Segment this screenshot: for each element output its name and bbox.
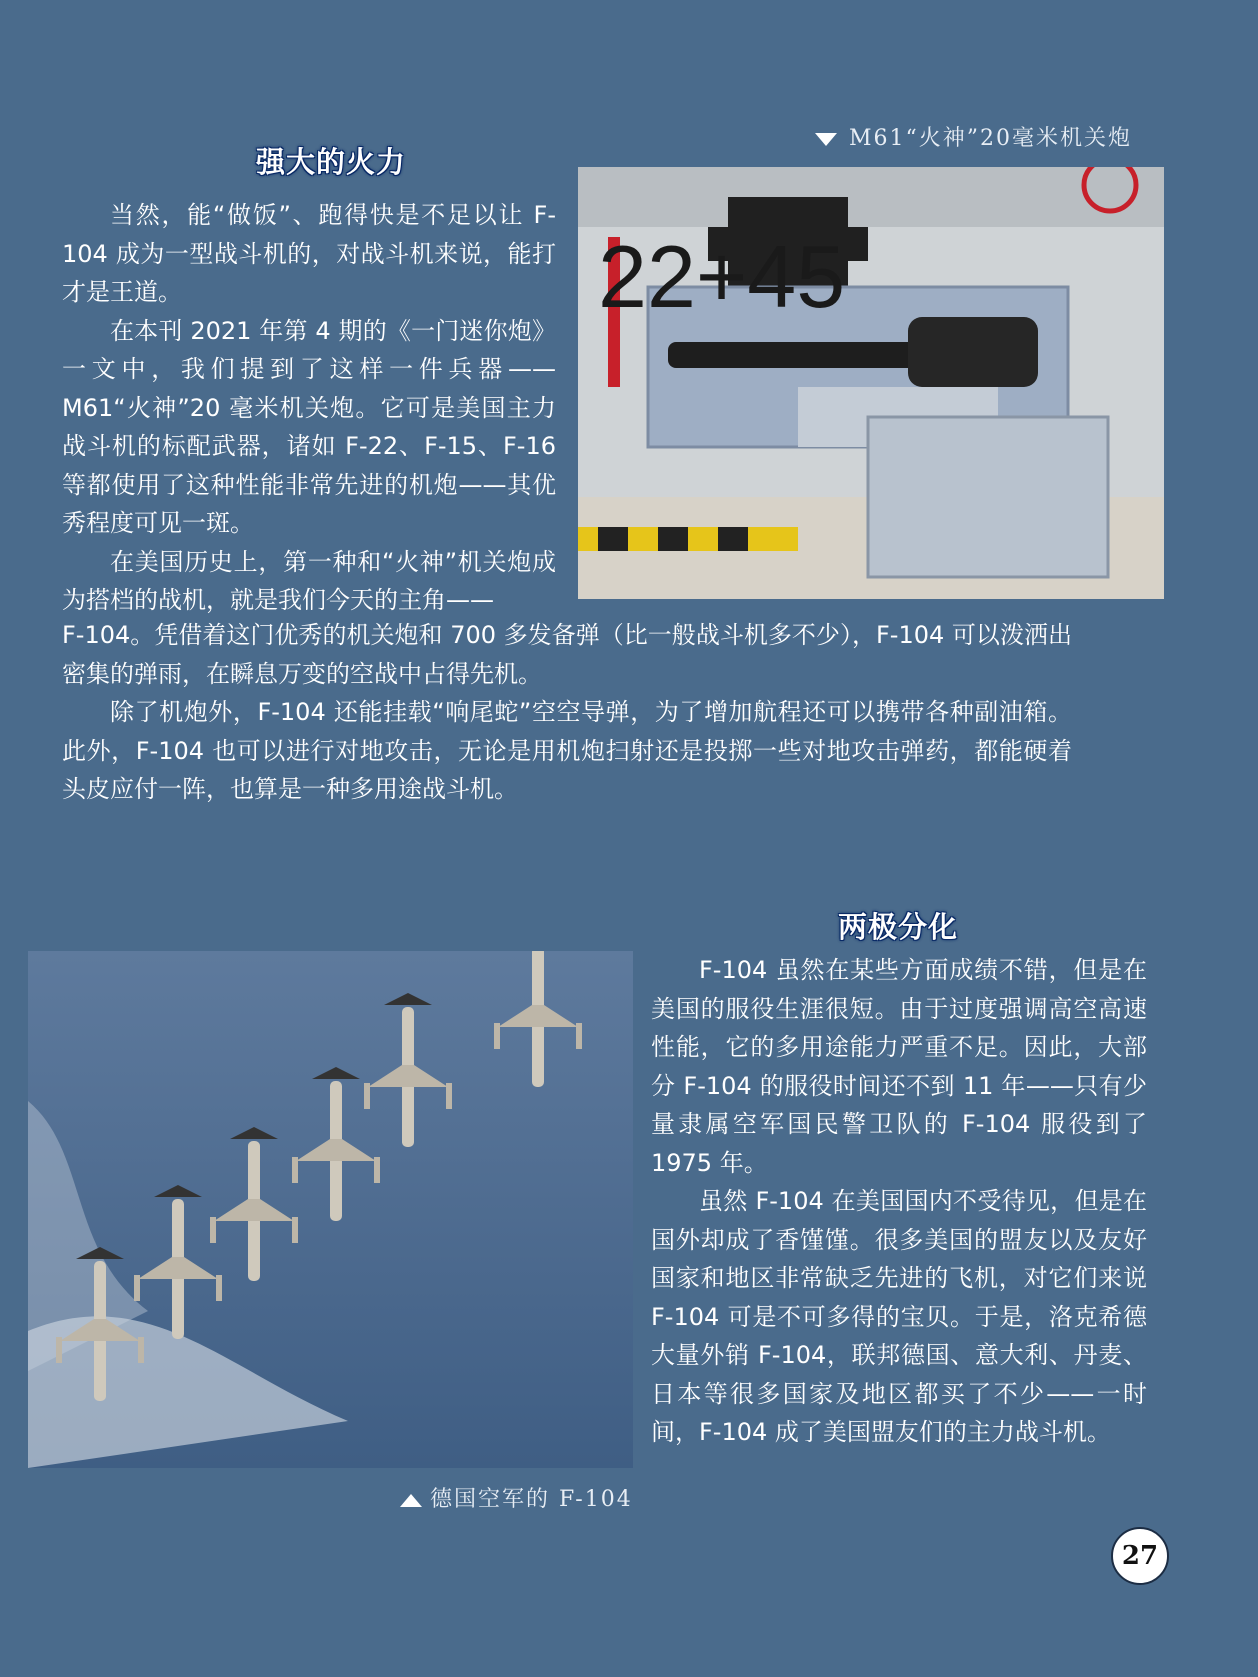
photo-f104-formation — [28, 951, 633, 1468]
photo-caption-f104: 德国空军的 F-104 — [400, 1482, 633, 1513]
cannon-illustration — [578, 167, 1164, 599]
section1-wide-column — [62, 616, 1072, 809]
paragraph: 除了机炮外，F-104 还能挂载“响尾蛇”空空导弹，为了增加航程还可以携带各种副油箱。此外，F-104 也可以进行对地攻击，无论是用机炮扫射还是投掷一些对地攻击弹药，都能硬着头皮应付一阵，也算是一种多用途战斗机。 — [62, 698, 1072, 803]
triangle-down-icon — [815, 133, 837, 146]
paragraph: 在本刊 2021 年第 4 期的《一门迷你炮》一文中，我们提到了这样一件兵器——M61“火神”20 毫米机关炮。它可是美国主力战斗机的标配武器，诸如 F-22、F-15、F-16 等都使用了这种性能非常先进的机炮——其优秀程度可见一斑。 — [62, 316, 556, 537]
page-number: 27 — [1111, 1527, 1169, 1585]
paragraph: 虽然 F-104 在美国国内不受待见，但是在国外却成了香馑馑。很多美国的盟友以及友好国家和地区非常缺乏先进的飞机，对它们来说 F-104 可是不可多得的宝贝。于是，洛克希德大量外销 F-104，联邦德国、意大利、丹麦、日本等很多国家及地区都买了不少——一时间，F-104 成了美国盟友们的主力战斗机。 — [651, 1187, 1147, 1446]
paragraph: F-104。凭借着这门优秀的机关炮和 700 多发备弹（比一般战斗机多不少），F-104 可以泼洒出密集的弹雨，在瞬息万变的空战中占得先机。 — [62, 621, 1072, 688]
formation-illustration — [28, 951, 633, 1468]
section-title-firepower: 强大的火力 — [256, 145, 407, 179]
photo-m61-cannon — [578, 167, 1164, 599]
section2-column — [651, 951, 1147, 1452]
paragraph: 在美国历史上，第一种和“火神”机关炮成为搭档的战机，就是我们今天的主角—— — [62, 547, 556, 614]
aircraft-marking: 22+45 — [598, 227, 846, 326]
triangle-up-icon — [400, 1494, 422, 1507]
paragraph: 当然，能“做饭”、跑得快是不足以让 F-104 成为一型战斗机的，对战斗机来说，能打才是王道。 — [62, 201, 556, 306]
section-title-polarization: 两极分化 — [838, 910, 959, 944]
paragraph: F-104 虽然在某些方面成绩不错，但是在美国的服役生涯很短。由于过度强调高空高速性能，它的多用途能力严重不足。因此，大部分 F-104 的服役时间还不到 11 年——只有少量隶属空军国民警卫队的 F-104 服役到了 1975 年。 — [651, 956, 1147, 1177]
section1-column — [62, 196, 556, 620]
photo-caption-m61: M61“火神”20毫米机关炮 — [815, 121, 1132, 152]
